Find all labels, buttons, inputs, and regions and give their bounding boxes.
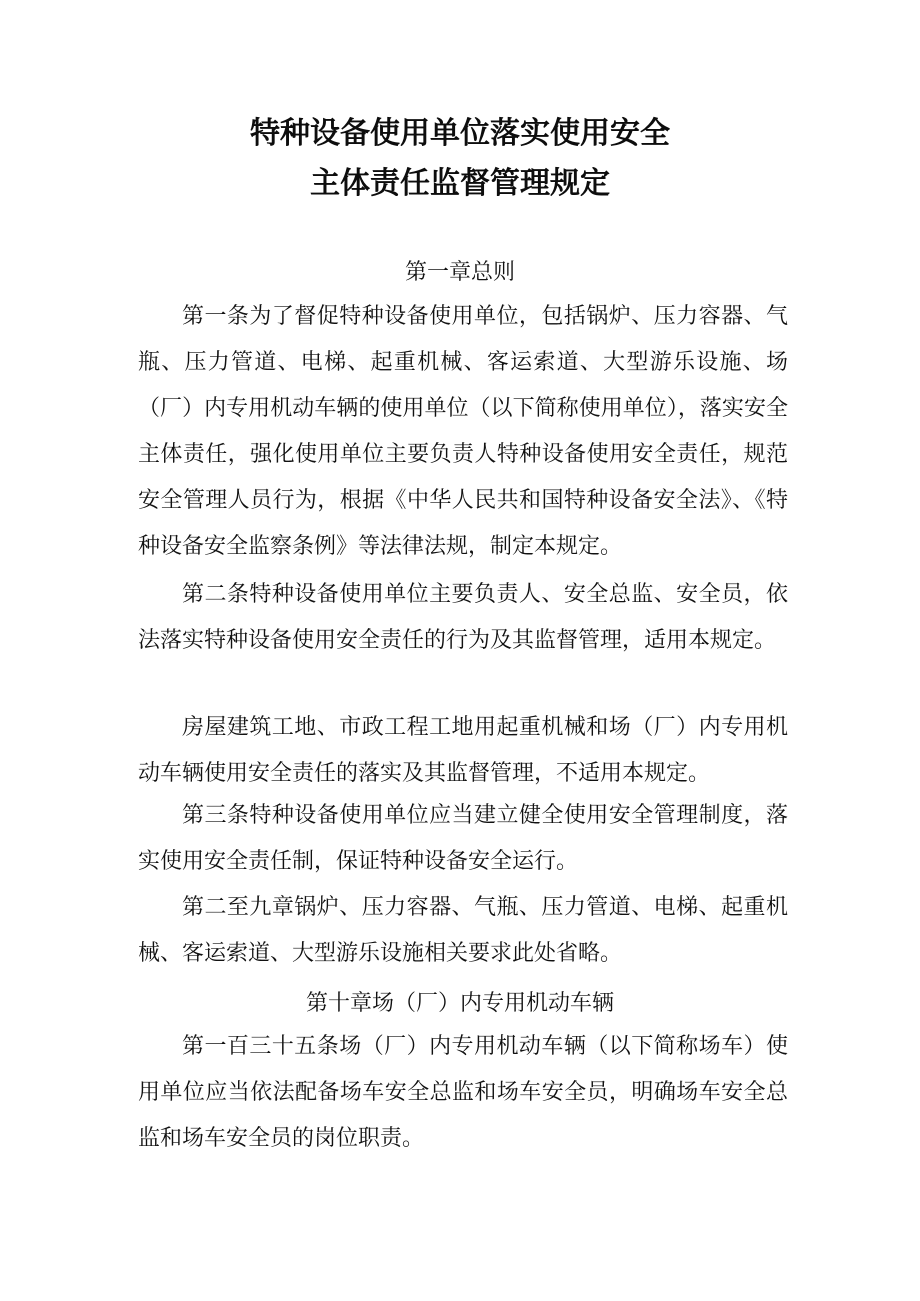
article-1-paragraph: 第一条为了督促特种设备使用单位，包括锅炉、压力容器、气瓶、压力管道、电梯、起重机械、客运索道、大型游乐设施、场（厂）内专用机动车辆的使用单位（以下简称使用单位），落实安全主体责任，强化使用单位主要负责人特种设备使用安全责任，规范安全管理人员行为，根据《中华人民共和国特种设备安全法》、《特种设备安全监察条例》等法律法规，制定本规定。	[138, 304, 788, 559]
document-title-line-2: 主体责任监督管理规定	[310, 166, 610, 201]
article-135-paragraph: 第一百三十五条场（厂）内专用机动车辆（以下简称场车）使用单位应当依法配备场车安全总监和场车安全员，明确场车安全总监和场车安全员的岗位职责。	[138, 1034, 788, 1151]
document-title-line-1: 特种设备使用单位落实使用安全	[250, 116, 670, 151]
article-3-paragraph: 第三条特种设备使用单位应当建立健全使用安全管理制度，落实使用安全责任制，保证特种设备安全运行。	[138, 803, 788, 874]
chapter-1-heading: 第一章总则	[404, 260, 515, 285]
article-2-paragraph: 第二条特种设备使用单位主要负责人、安全总监、安全员，依法落实特种设备使用安全责任的行为及其监督管理，适用本规定。	[138, 582, 788, 653]
chapter-10-heading: 第十章场（厂）内专用机动车辆	[305, 991, 614, 1016]
omitted-chapters-note: 第二至九章锅炉、压力容器、气瓶、压力管道、电梯、起重机械、客运索道、大型游乐设施相关要求此处省略。	[138, 895, 788, 966]
article-2-exception-paragraph: 房屋建筑工地、市政工程工地用起重机械和场（厂）内专用机动车辆使用安全责任的落实及其监督管理，不适用本规定。	[138, 715, 788, 786]
